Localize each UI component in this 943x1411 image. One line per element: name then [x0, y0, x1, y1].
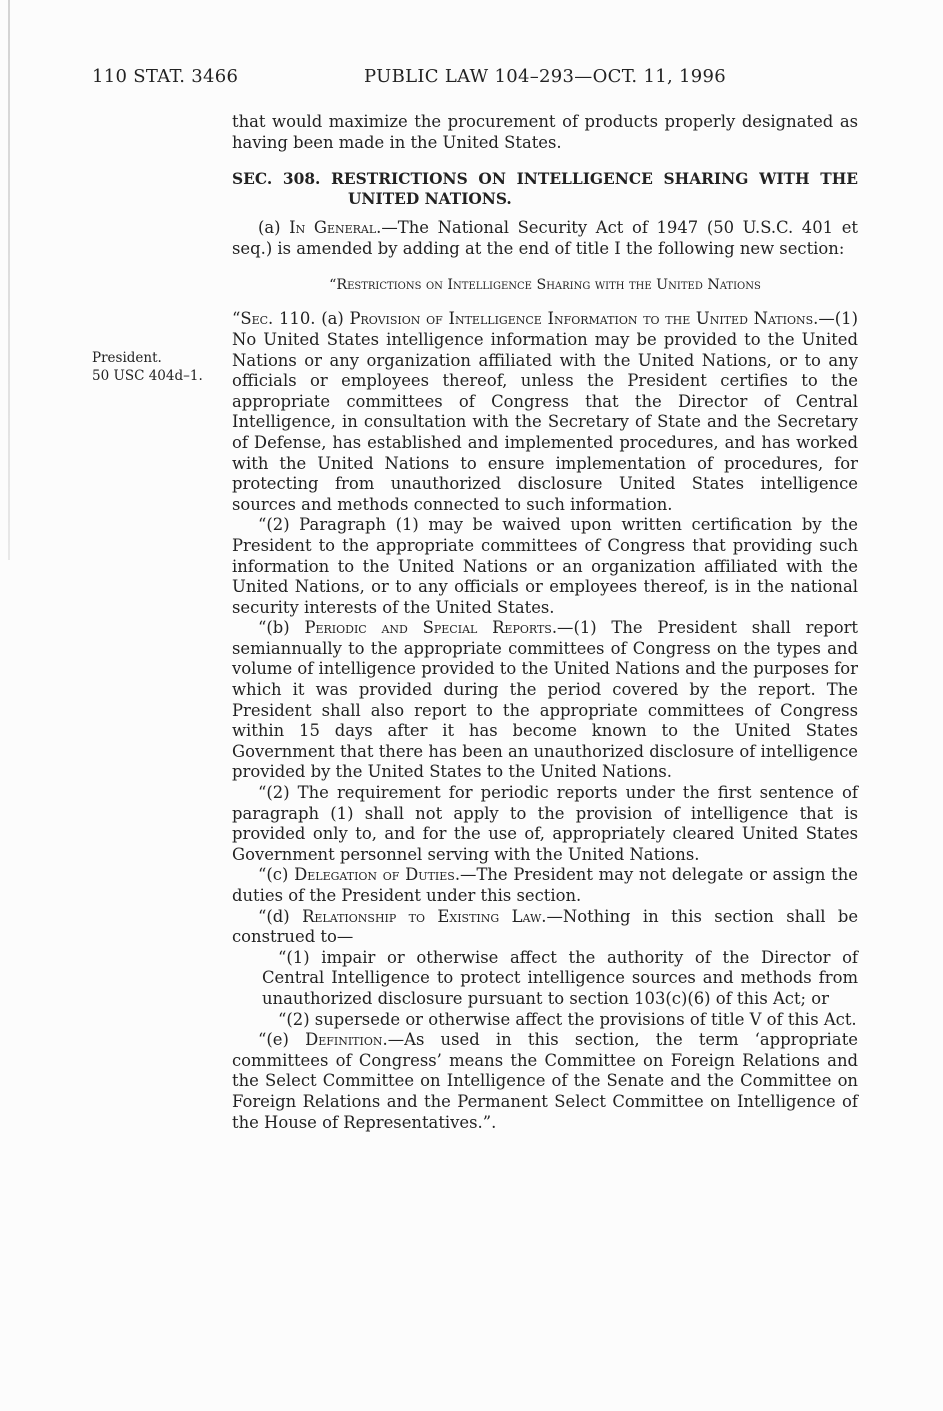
paragraph-label: “(b)	[258, 618, 305, 638]
paragraph-c-delegation	[232, 865, 858, 906]
margin-note-line: 50 USC 404d–1.	[92, 368, 203, 384]
smallcaps-heading: Definition.	[305, 1030, 388, 1050]
smallcaps-heading: “Sec. 110.	[232, 309, 322, 329]
paragraph-label: “(d)	[258, 906, 303, 926]
paragraph-label: (a)	[258, 218, 290, 238]
public-law-title: PUBLIC LAW 104–293—OCT. 11, 1996	[364, 66, 726, 87]
margin-note-line: President.	[92, 350, 162, 366]
page-header	[0, 66, 943, 90]
statute-page-number: 110 STAT. 3466	[92, 66, 239, 87]
quoted-section-heading: “Restrictions on Intelligence Sharing with the United Nations	[329, 277, 761, 294]
paragraph-b-periodic-reports	[232, 618, 858, 783]
smallcaps-heading: Relationship to Existing Law.	[302, 906, 547, 926]
paragraph-text: —(1) No United States intelligence information may be provided to the United Nations or any organization affiliated with the United Nations, or to any officials or employees thereof, unless the President certifies to the appropriate committees of Congress that the Director of Central Intelligence, in consultation with the Secretary of State and the Secretary of Defense, has established and implemented procedures, and has worked with the United Nations to ensure implementation of procedures, for protecting from unauthorized disclosure United States intelligence sources and methods connected to such information.	[232, 309, 858, 514]
paragraph-text: —As used in this section, the term ‘appropriate committees of Congress’ means the Committee on Foreign Relations and the Select Committee on Intelligence of the Senate and the Committee on Foreign Relations and the Permanent Select Committee on Intelligence of the House of Representatives.”.	[232, 1030, 858, 1132]
paragraph-text: —(1) The President shall report semiannually to the appropriate committees of Congress on the types and volume of intelligence provided to the United Nations and the purposes for which it was provided during the period covered by the report. The President shall also report to the appropriate committees of Congress within 15 days after it has become known to the United States Government that there has been an unauthorized disclosure of intelligence provided by the United States to the United Nations.	[232, 618, 859, 782]
paragraph-a-in-general	[232, 218, 858, 259]
paragraph-label: (a)	[321, 309, 350, 329]
paragraph-continuation: that would maximize the procurement of products properly designated as having been made in the United States.	[232, 112, 858, 152]
smallcaps-heading: Periodic and Special Reports.	[304, 618, 558, 638]
smallcaps-heading: Delegation of Duties.	[294, 865, 461, 885]
margin-note	[92, 349, 226, 385]
body-column	[232, 112, 858, 1133]
paragraph-sec110	[232, 309, 858, 515]
smallcaps-heading: In General.	[289, 218, 382, 238]
subparagraph-d-1: “(1) impair or otherwise affect the authority of the Director of Central Intelligence to protect intelligence sources and methods from unauthorized disclosure pursuant to section 103(c)(6) of this Act; or	[262, 947, 858, 1008]
paragraph-e-definition	[232, 1030, 858, 1133]
paragraph-b-2: “(2) The requirement for periodic reports under the first sentence of paragraph (1) shall not apply to the provision of intelligence that is provided only to, and for the use of, appropriately cleared United States Government personnel serving with the United Nations.	[232, 783, 858, 864]
paragraph-text: —The National Security Act of 1947 (50 U.S.C. 401 et seq.) is amended by adding at the end of title I the following new section:	[232, 218, 858, 258]
paragraph-label: “(c)	[258, 865, 295, 885]
paragraph-label: “(e)	[258, 1030, 306, 1050]
subparagraph-d-2: “(2) supersede or otherwise affect the provisions of title V of this Act.	[278, 1009, 857, 1029]
paragraph-text: —The President may not delegate or assign the duties of the President under this section.	[232, 865, 859, 905]
smallcaps-heading: Provision of Intelligence Information to the United Nations.	[349, 309, 819, 329]
section-308-heading	[232, 169, 858, 209]
paragraph-d-relationship	[232, 907, 858, 948]
paragraph-text: —Nothing in this section shall be construed to—	[232, 906, 859, 947]
section-heading-text: SEC. 308. RESTRICTIONS ON INTELLIGENCE SHARING WITH THE UNITED NATIONS.	[232, 170, 858, 209]
paragraph-a-2: “(2) Paragraph (1) may be waived upon written certification by the President to the appropriate committees of Congress that providing such information to the United Nations or an organization affiliated with the United Nations, or to any officials or employees thereof, is in the national security interests of the United States.	[232, 515, 858, 617]
